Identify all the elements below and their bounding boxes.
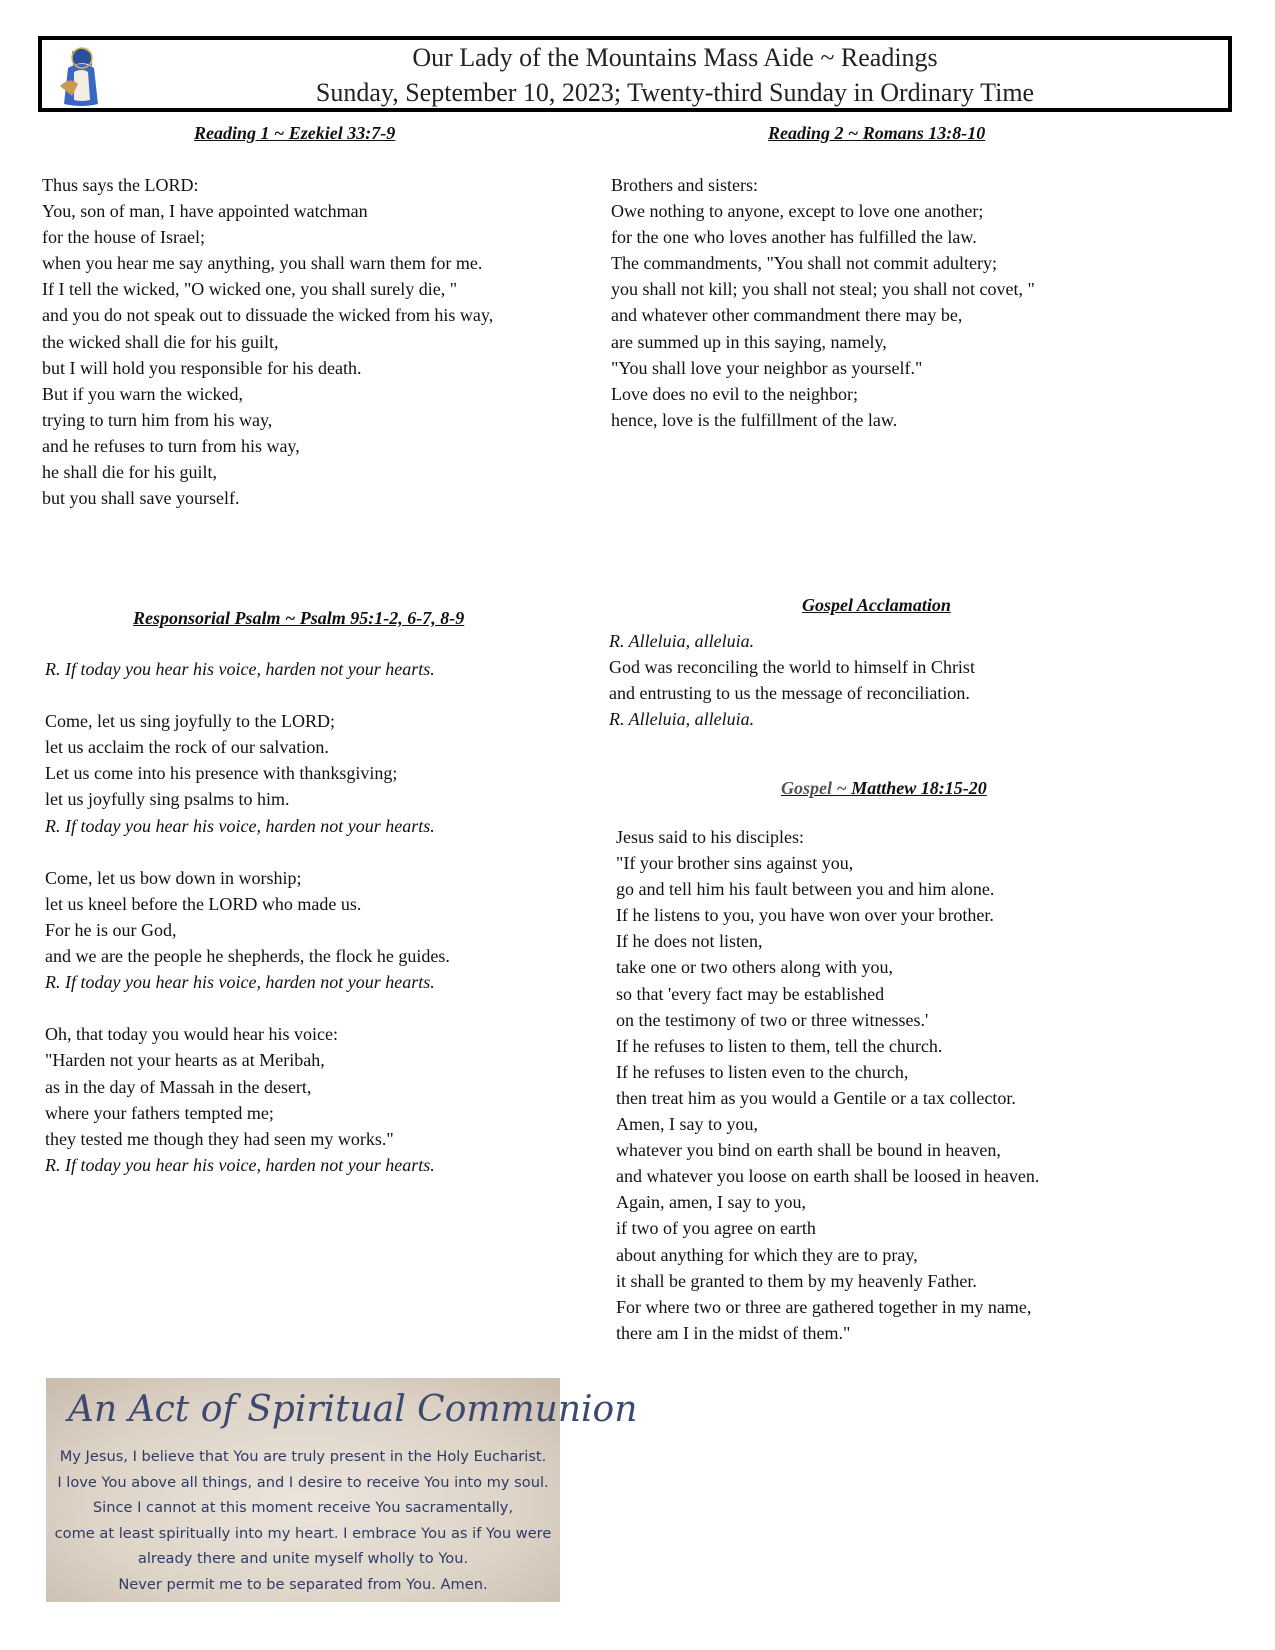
psalm-line: "Harden not your hearts as at Meribah, xyxy=(45,1050,325,1071)
card-line: I love You above all things, and I desire to receive You into my soul. xyxy=(57,1473,549,1491)
gospel-line: whatever you bind on earth shall be bound in heaven, xyxy=(616,1140,1001,1161)
reading1-line: But if you warn the wicked, xyxy=(42,383,243,404)
reading1-heading: Reading 1 ~ Ezekiel 33:7-9 xyxy=(194,123,396,143)
acclamation-text xyxy=(609,628,975,732)
psalm-line: where your fathers tempted me; xyxy=(45,1102,274,1123)
card-line: My Jesus, I believe that You are truly present in the Holy Eucharist. xyxy=(59,1448,547,1465)
reading2-line: The commandments, "You shall not commit adultery; xyxy=(611,253,997,274)
gospel-line: Amen, I say to you, xyxy=(616,1114,758,1135)
psalm-response: R. If today you hear his voice, harden not your hearts. xyxy=(45,659,435,679)
reading2-line: you shall not kill; you shall not steal; you shall not covet, " xyxy=(611,279,1035,300)
card-line: Never permit me to be separated from You. Amen. xyxy=(118,1575,488,1593)
psalm-heading: Responsorial Psalm ~ Psalm 95:1-2, 6-7, 8-9 xyxy=(133,608,465,628)
acclamation-response: R. Alleluia, alleluia. xyxy=(609,631,755,651)
reading1-line: but you shall save yourself. xyxy=(42,488,240,509)
gospel-line: For where two or three are gathered together in my name, xyxy=(616,1296,1032,1317)
gospel-line: go and tell him his fault between you and him alone. xyxy=(616,879,995,900)
reading2-line: Brothers and sisters: xyxy=(611,175,758,195)
psalm-line: For he is our God, xyxy=(45,919,177,940)
gospel-heading-label: Gospel ~ xyxy=(781,778,852,798)
psalm-line: let us joyfully sing psalms to him. xyxy=(45,789,290,810)
header-title: Our Lady of the Mountains Mass Aide ~ Readings xyxy=(412,43,938,72)
reading2-line: are summed up in this saying, namely, xyxy=(611,331,887,352)
reading1-line: and you do not speak out to dissuade the wicked from his way, xyxy=(42,305,494,326)
gospel-line: If he listens to you, you have won over your brother. xyxy=(616,905,994,926)
gospel-line: then treat him as you would a Gentile or a tax collector. xyxy=(616,1087,1016,1108)
psalm-response: R. If today you hear his voice, harden not your hearts. xyxy=(45,815,435,836)
gospel-line: and whatever you loose on earth shall be loosed in heaven. xyxy=(616,1166,1040,1187)
reading1-line: for the house of Israel; xyxy=(42,227,205,248)
reading1-line: but I will hold you responsible for his death. xyxy=(42,357,362,378)
psalm-line: and we are the people he shepherds, the flock he guides. xyxy=(45,946,450,967)
psalm-response: R. If today you hear his voice, harden not your hearts. xyxy=(45,972,435,993)
card-line: already there and unite myself wholly to You. xyxy=(137,1550,469,1567)
gospel-line: there am I in the midst of them." xyxy=(616,1322,851,1343)
acclamation-line: and entrusting to us the message of reconciliation. xyxy=(609,683,970,704)
psalm-line: let us acclaim the rock of our salvation. xyxy=(45,737,329,758)
acclamation-response: R. Alleluia, alleluia. xyxy=(609,709,755,730)
gospel-line: if two of you agree on earth xyxy=(616,1218,816,1239)
psalm-text xyxy=(45,656,450,1178)
gospel-line: "If your brother sins against you, xyxy=(616,853,854,874)
reading1-text xyxy=(42,172,493,511)
reading1-line: trying to turn him from his way, xyxy=(42,409,273,430)
gospel-line: so that 'every fact may be established xyxy=(616,983,885,1004)
reading1-line: If I tell the wicked, "O wicked one, you shall surely die, " xyxy=(42,279,458,300)
card-line: Since I cannot at this moment receive You sacramentally, xyxy=(92,1499,514,1516)
gospel-line: take one or two others along with you, xyxy=(616,957,893,978)
reading2-line: for the one who loves another has fulfilled the law. xyxy=(611,227,977,248)
psalm-line: let us kneel before the LORD who made us. xyxy=(45,893,362,914)
gospel-line: Again, amen, I say to you, xyxy=(616,1192,806,1213)
gospel-line: on the testimony of two or three witnesses.' xyxy=(616,1009,929,1030)
gospel-heading xyxy=(781,777,987,799)
reading2-text xyxy=(611,172,1035,433)
gospel-line: about anything for which they are to pray, xyxy=(616,1244,918,1265)
acclamation-line: God was reconciling the world to himself in Christ xyxy=(609,657,975,678)
psalm-line: as in the day of Massah in the desert, xyxy=(45,1076,312,1097)
psalm-line: Let us come into his presence with thanksgiving; xyxy=(45,763,398,784)
reading1-line: and he refuses to turn from his way, xyxy=(42,435,300,456)
header-date: Sunday, September 10, 2023; Twenty-third Sunday in Ordinary Time xyxy=(315,78,1035,107)
gospel-line: Jesus said to his disciples: xyxy=(616,827,804,847)
psalm-response: R. If today you hear his voice, harden not your hearts. xyxy=(45,1154,435,1175)
reading2-heading: Reading 2 ~ Romans 13:8-10 xyxy=(768,123,986,143)
gospel-line: it shall be granted to them by my heavenly Father. xyxy=(616,1270,977,1291)
reading1-line: You, son of man, I have appointed watchman xyxy=(42,201,368,222)
reading1-line: he shall die for his guilt, xyxy=(42,462,217,483)
card-prayer xyxy=(46,1444,560,1597)
page-header xyxy=(38,36,1232,112)
reading2-line: and whatever other commandment there may be, xyxy=(611,305,963,326)
reading2-line: "You shall love your neighbor as yourself." xyxy=(611,357,923,378)
psalm-line: Come, let us bow down in worship; xyxy=(45,867,302,888)
psalm-line: they tested me though they had seen my works." xyxy=(45,1128,394,1149)
spiritual-communion-card xyxy=(46,1378,638,1602)
acclamation-heading: Gospel Acclamation xyxy=(802,595,951,615)
reading1-line: Thus says the LORD: xyxy=(42,175,199,195)
reading2-line: Love does no evil to the neighbor; xyxy=(611,383,858,404)
gospel-line: If he refuses to listen even to the church, xyxy=(616,1061,909,1082)
psalm-line: Oh, that today you would hear his voice: xyxy=(45,1024,338,1045)
reading2-line: Owe nothing to anyone, except to love one another; xyxy=(611,201,984,222)
reading1-line: the wicked shall die for his guilt, xyxy=(42,331,279,352)
gospel-heading-citation: Matthew 18:15-20 xyxy=(851,778,987,798)
gospel-line: If he does not listen, xyxy=(616,931,763,952)
card-line: come at least spiritually into my heart. I embrace You as if You were xyxy=(54,1524,552,1542)
reading1-line: when you hear me say anything, you shall warn them for me. xyxy=(42,253,483,274)
madonna-icon xyxy=(58,46,102,108)
gospel-line: If he refuses to listen to them, tell the church. xyxy=(616,1035,943,1056)
reading2-line: hence, love is the fulfillment of the law. xyxy=(611,409,898,430)
psalm-line: Come, let us sing joyfully to the LORD; xyxy=(45,711,335,732)
card-title: An Act of Spiritual Communion xyxy=(68,1389,638,1430)
gospel-text xyxy=(616,824,1039,1346)
